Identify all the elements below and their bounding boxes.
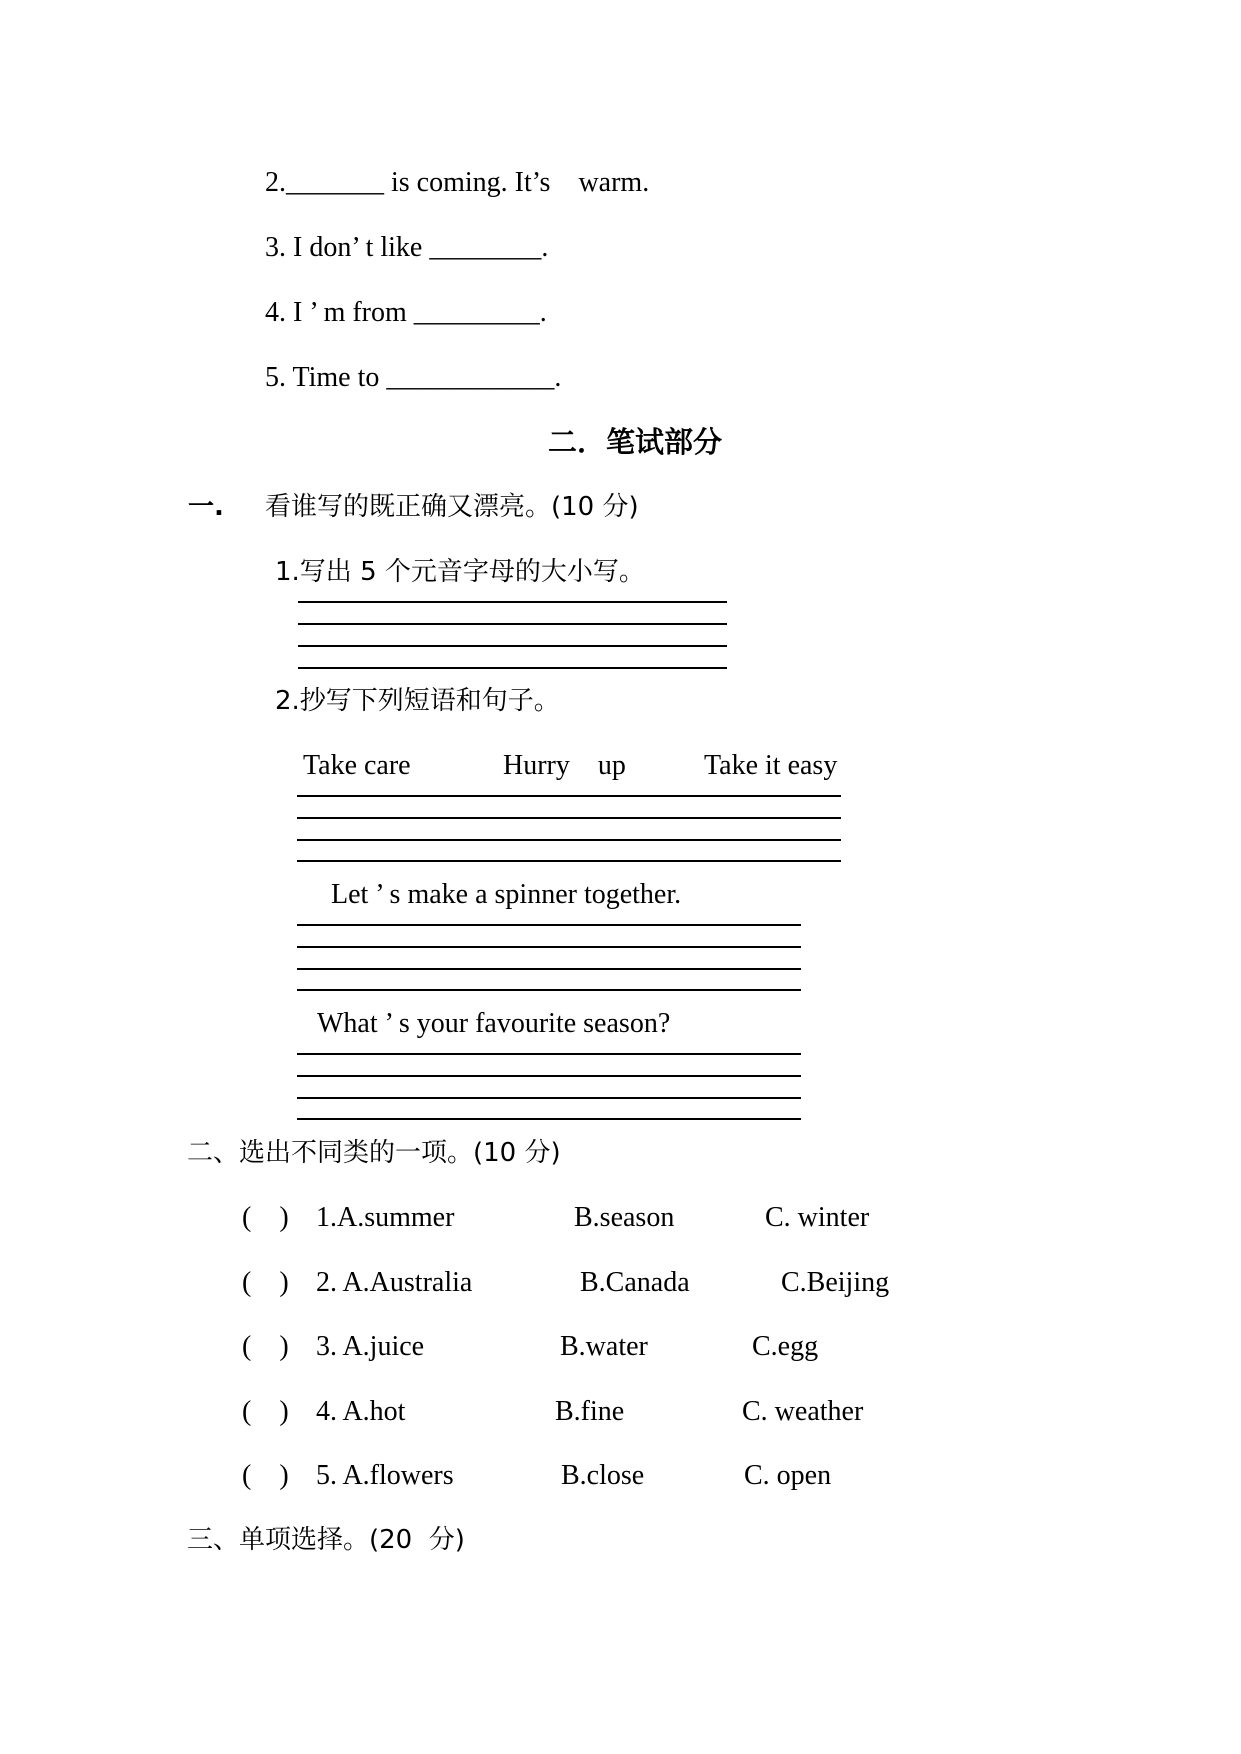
answer-paren[interactable]: ( ) bbox=[242, 1460, 289, 1491]
writing-line[interactable] bbox=[297, 946, 801, 948]
option-b: B.fine bbox=[555, 1396, 625, 1427]
answer-paren[interactable]: ( ) bbox=[242, 1396, 289, 1427]
writing-line[interactable] bbox=[297, 989, 801, 991]
writing-line[interactable] bbox=[298, 623, 727, 625]
option-a: 1.A.summer bbox=[316, 1202, 455, 1233]
option-c: C. open bbox=[744, 1460, 832, 1491]
answer-paren[interactable]: ( ) bbox=[242, 1202, 289, 1233]
listening-item-4: 4. I ’ m from _________. bbox=[265, 297, 547, 328]
writing-line[interactable] bbox=[297, 924, 801, 926]
phrase-take-it-easy: Take it easy bbox=[704, 750, 838, 781]
writing-line[interactable] bbox=[297, 839, 841, 841]
writing-line[interactable] bbox=[297, 817, 841, 819]
writing-line[interactable] bbox=[297, 1118, 801, 1120]
option-c: C.egg bbox=[752, 1331, 819, 1362]
option-c: C.Beijing bbox=[781, 1267, 890, 1298]
answer-paren[interactable]: ( ) bbox=[242, 1331, 289, 1362]
writing-line[interactable] bbox=[297, 795, 841, 797]
section1-title: 看谁写的既正确又漂亮。(10 分) bbox=[265, 492, 639, 522]
option-b: B.season bbox=[574, 1202, 675, 1233]
writing-line[interactable] bbox=[297, 1075, 801, 1077]
sentence-favourite-season: What ’ s your favourite season? bbox=[317, 1008, 671, 1039]
answer-paren[interactable]: ( ) bbox=[242, 1267, 289, 1298]
option-c: C. weather bbox=[742, 1396, 864, 1427]
writing-line[interactable] bbox=[298, 667, 727, 669]
option-a: 2. A.Australia bbox=[316, 1267, 473, 1298]
phrase-hurry-up: Hurry up bbox=[503, 750, 626, 781]
option-b: B.Canada bbox=[580, 1267, 690, 1298]
option-b: B.water bbox=[560, 1331, 648, 1362]
listening-item-5: 5. Time to ____________. bbox=[265, 362, 562, 393]
section1-number: 一. bbox=[188, 492, 224, 522]
listening-item-2: 2._______ is coming. It’s warm. bbox=[265, 167, 650, 198]
section1-q2: 2.抄写下列短语和句子。 bbox=[275, 686, 560, 716]
writing-line[interactable] bbox=[297, 1053, 801, 1055]
writing-line[interactable] bbox=[297, 1097, 801, 1099]
option-c: C. winter bbox=[765, 1202, 870, 1233]
writing-line[interactable] bbox=[298, 601, 727, 603]
section1-q1: 1.写出 5 个元音字母的大小写。 bbox=[275, 557, 645, 587]
writing-line[interactable] bbox=[298, 645, 727, 647]
section3-title: 三、单项选择。(20 分) bbox=[187, 1525, 465, 1555]
writing-line[interactable] bbox=[297, 968, 801, 970]
option-a: 3. A.juice bbox=[316, 1331, 425, 1362]
option-a: 4. A.hot bbox=[316, 1396, 406, 1427]
listening-item-3: 3. I don’ t like ________. bbox=[265, 232, 549, 263]
writing-line[interactable] bbox=[297, 860, 841, 862]
part-title: 二．笔试部分 bbox=[548, 425, 723, 459]
option-a: 5. A.flowers bbox=[316, 1460, 454, 1491]
phrase-take-care: Take care bbox=[303, 750, 411, 781]
sentence-spinner: Let ’ s make a spinner together. bbox=[331, 879, 682, 910]
section2-title: 二、选出不同类的一项。(10 分) bbox=[187, 1138, 561, 1168]
option-b: B.close bbox=[561, 1460, 645, 1491]
